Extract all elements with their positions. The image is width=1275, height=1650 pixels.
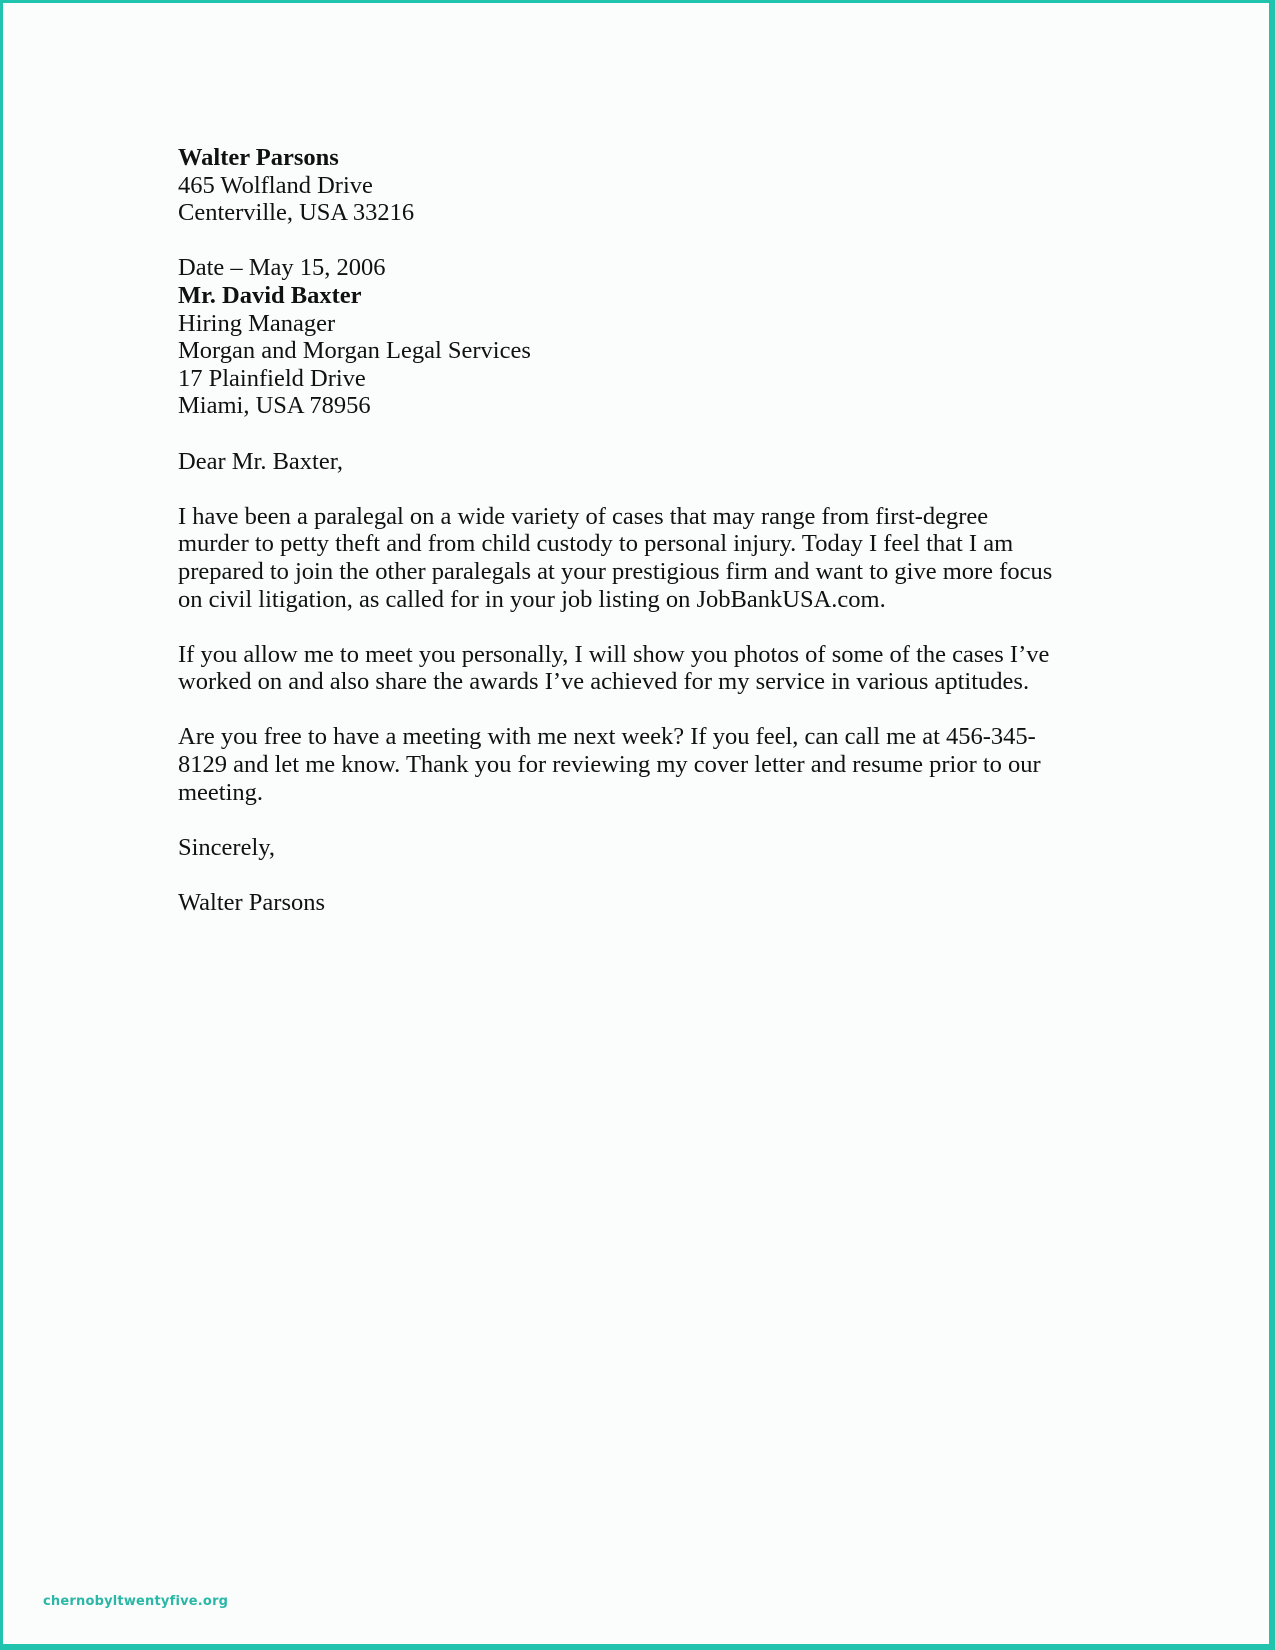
- recipient-address-line1: 17 Plainfield Drive: [178, 364, 366, 392]
- paragraph-line: murder to petty theft and from child custody to personal injury. Today I feel that I am: [178, 530, 1014, 558]
- date-line: Date – May 15, 2006: [178, 254, 386, 282]
- body-paragraph-3: [178, 723, 1078, 806]
- recipient-company: Morgan and Morgan Legal Services: [178, 337, 531, 365]
- body-paragraph-2: [178, 641, 1078, 696]
- paragraph-line: Are you free to have a meeting with me next week? If you feel, can call me at 456-345-: [178, 723, 1036, 751]
- recipient-title: Hiring Manager: [178, 309, 336, 337]
- sender-address-line2: Centerville, USA 33216: [178, 199, 415, 227]
- letter-page: [3, 3, 1269, 1644]
- cover-letter: [178, 144, 1078, 917]
- body-paragraph-1: [178, 503, 1078, 613]
- paragraph-line: on civil litigation, as called for in your job listing on JobBankUSA.com.: [178, 585, 886, 613]
- paragraph-line: meeting.: [178, 778, 264, 806]
- spacer: [178, 420, 1078, 448]
- paragraph-line: 8129 and let me know. Thank you for reviewing my cover letter and resume prior to our: [178, 751, 1041, 779]
- recipient-name: Mr. David Baxter: [178, 281, 362, 309]
- salutation: Dear Mr. Baxter,: [178, 447, 344, 475]
- spacer: [178, 806, 1078, 834]
- sender-name: Walter Parsons: [178, 144, 339, 171]
- signature: Walter Parsons: [178, 889, 326, 917]
- sender-address-line1: 465 Wolfland Drive: [178, 171, 373, 199]
- paragraph-line: If you allow me to meet you personally, I will show you photos of some of the cases I’ve: [178, 640, 1050, 668]
- closing: Sincerely,: [178, 833, 276, 861]
- paragraph-line: worked on and also share the awards I’ve achieved for my service in various aptitudes.: [178, 668, 1030, 696]
- recipient-block: [178, 282, 1078, 420]
- recipient-address-line2: Miami, USA 78956: [178, 392, 371, 420]
- spacer: [178, 696, 1078, 724]
- sender-block: [178, 144, 1078, 227]
- paragraph-line: prepared to join the other paralegals at your prestigious firm and want to give more focus: [178, 557, 1053, 585]
- spacer: [178, 861, 1078, 889]
- spacer: [178, 613, 1078, 641]
- spacer: [178, 227, 1078, 255]
- spacer: [178, 475, 1078, 503]
- watermark-text: chernobyltwentyfive.org: [43, 1594, 229, 1609]
- paragraph-line: I have been a paralegal on a wide variety of cases that may range from first-degree: [178, 502, 989, 530]
